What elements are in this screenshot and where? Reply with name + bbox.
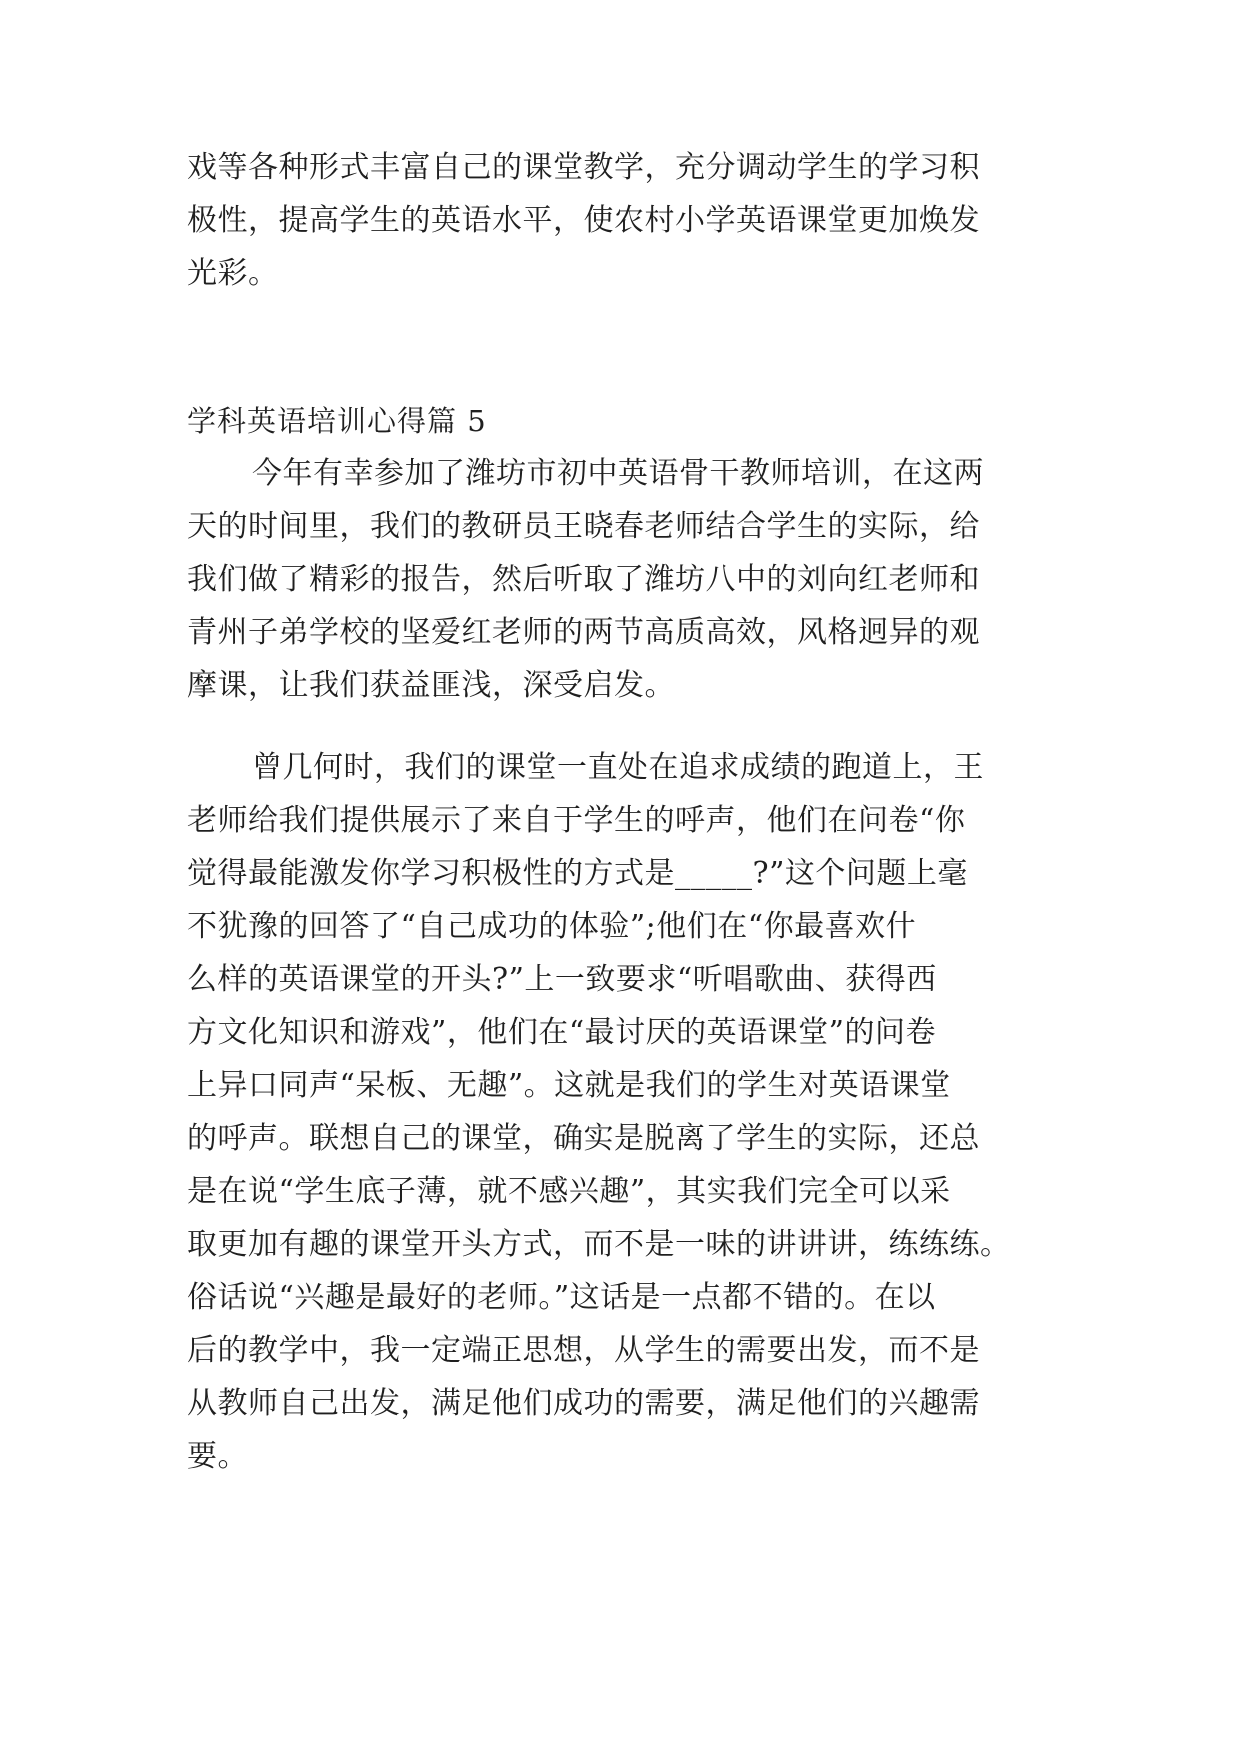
- paragraph-1-line-1: 今年有幸参加了潍坊市初中英语骨干教师培训，在这两: [252, 456, 984, 491]
- paragraph-2-line-8: 的呼声。联想自己的课堂，确实是脱离了学生的实际，还总: [187, 1121, 980, 1156]
- paragraph-2-line-1: 曾几何时，我们的课堂一直处在追求成绩的跑道上，王: [252, 750, 984, 785]
- paragraph-2-line-3: 觉得最能激发你学习积极性的方式是_____?”这个问题上毫: [187, 856, 968, 891]
- paragraph-2-line-12: 后的教学中，我一定端正思想，从学生的需要出发，而不是: [187, 1333, 980, 1368]
- paragraph-2-line-10: 取更加有趣的课堂开头方式，而不是一味的讲讲讲，练练练。: [187, 1227, 1011, 1262]
- paragraph-1-line-4: 青州子弟学校的坚爱红老师的两节高质高效，风格迥异的观: [187, 615, 980, 650]
- paragraph-2-line-2: 老师给我们提供展示了来自于学生的呼声，他们在问卷“你: [187, 803, 966, 838]
- paragraph-1-line-3: 我们做了精彩的报告，然后听取了潍坊八中的刘向红老师和: [187, 562, 980, 597]
- paragraph-2-line-7: 上异口同声“呆板、无趣”。这就是我们的学生对英语课堂: [187, 1068, 951, 1103]
- paragraph-1-line-2: 天的时间里，我们的教研员王晓春老师结合学生的实际，给: [187, 509, 980, 544]
- paragraph-2-line-13: 从教师自己出发，满足他们成功的需要，满足他们的兴趣需: [187, 1386, 980, 1421]
- top-paragraph-line-3: 光彩。: [187, 256, 279, 291]
- paragraph-2-line-14: 要。: [187, 1439, 248, 1474]
- paragraph-1-line-5: 摩课，让我们获益匪浅，深受启发。: [187, 668, 675, 703]
- paragraph-2-line-11: 俗话说“兴趣是最好的老师。”这话是一点都不错的。在以: [187, 1280, 936, 1315]
- paragraph-2-line-5: 么样的英语课堂的开头?”上一致要求“听唱歌曲、获得西: [187, 962, 937, 997]
- section-heading: 学科英语培训心得篇 5: [187, 404, 487, 438]
- paragraph-2-line-4: 不犹豫的回答了“自己成功的体验”;他们在“你最喜欢什: [187, 909, 917, 944]
- top-paragraph-line-1: 戏等各种形式丰富自己的课堂教学，充分调动学生的学习积: [187, 150, 980, 185]
- top-paragraph-line-2: 极性，提高学生的英语水平，使农村小学英语课堂更加焕发: [187, 203, 980, 238]
- paragraph-2-line-9: 是在说“学生底子薄，就不感兴趣”，其实我们完全可以采: [187, 1174, 951, 1209]
- paragraph-2-line-6: 方文化知识和游戏”，他们在“最讨厌的英语课堂”的问卷: [187, 1015, 937, 1050]
